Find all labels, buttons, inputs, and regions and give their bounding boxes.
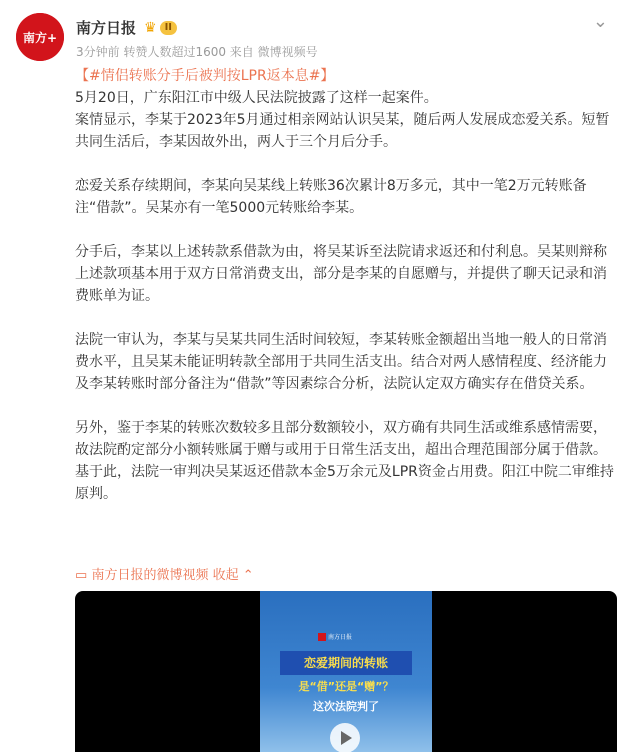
avatar[interactable] <box>16 13 64 61</box>
account-name[interactable]: 南方日报 <box>76 19 137 37</box>
chevron-up-icon: ⌃ <box>242 568 254 583</box>
weibo-video-link[interactable] <box>75 564 254 583</box>
play-icon[interactable] <box>330 723 360 752</box>
thumbnail-subtitle-2: 这次法院判了 <box>313 700 379 713</box>
paragraph-1: 5月20日，广东阳江市中级人民法院披露了这样一起案件。 <box>75 90 438 106</box>
badge-level: II <box>160 21 177 35</box>
thumbnail-title: 恋爱期间的转账 <box>280 651 412 675</box>
crown-icon: ♛ <box>144 19 157 36</box>
post-meta: 3分钟前 转赞人数超过1600 来自 微博视频号 <box>76 45 318 59</box>
avatar-logo <box>16 13 64 61</box>
vip-badge[interactable] <box>144 20 177 36</box>
topic-link[interactable]: 【#情侣转账分手后被判按LPR返本息#】 <box>75 68 335 84</box>
video-thumbnail <box>260 591 432 752</box>
brand-square-icon <box>318 633 326 641</box>
account-header <box>76 17 177 38</box>
more-options-icon[interactable]: ⌄ <box>592 11 608 32</box>
video-link-icon: ▭ <box>75 568 88 583</box>
video-player[interactable] <box>75 591 617 752</box>
paragraph-6: 另外，鉴于李某的转账次数较多且部分数额较小，双方确有共同生活或维系感情需要，故法院酌定部分小额转账属于赠与或用于日常生活支出，超出合理范围部分属于借款。基于此，法院一审判决吴某返还借款本金5万余元及LPR资金占用费。阳江中院二审维持原判。 <box>75 420 614 502</box>
paragraph-2: 案情显示，李某于2023年5月通过相亲网站认识吴某，随后两人发展成恋爱关系。短暂共同生活后，李某因故外出，两人于三个月后分手。 <box>75 112 610 150</box>
thumbnail-logo: 南方日报 <box>318 632 352 641</box>
post-content <box>75 65 615 505</box>
thumbnail-subtitle: 是“借”还是“赠”？ <box>298 680 394 693</box>
paragraph-3: 恋爱关系存续期间，李某向吴某线上转账36次累计8万多元，其中一笔2万元转账备注“借款”。吴某亦有一笔5000元转账给李某。 <box>75 178 587 216</box>
paragraph-4: 分手后，李某以上述转款系借款为由，将吴某诉至法院请求返还和付利息。吴某则辩称上述款项基本用于双方日常消费支出，部分是李某的自愿赠与，并提供了聊天记录和消费账单为证。 <box>75 244 607 304</box>
paragraph-5: 法院一审认为，李某与吴某共同生活时间较短，李某转账金额超出当地一般人的日常消费水平，且吴某未能证明转款全部用于共同生活支出。结合对两人感情程度、经济能力及李某转账时部分备注为“借款”等因素综合分析，法院认定双方确实存在借贷关系。 <box>75 332 607 392</box>
svg-text:南方+: 南方+ <box>22 31 58 45</box>
video-link-label: 南方日报的微博视频 收起 <box>91 568 239 583</box>
